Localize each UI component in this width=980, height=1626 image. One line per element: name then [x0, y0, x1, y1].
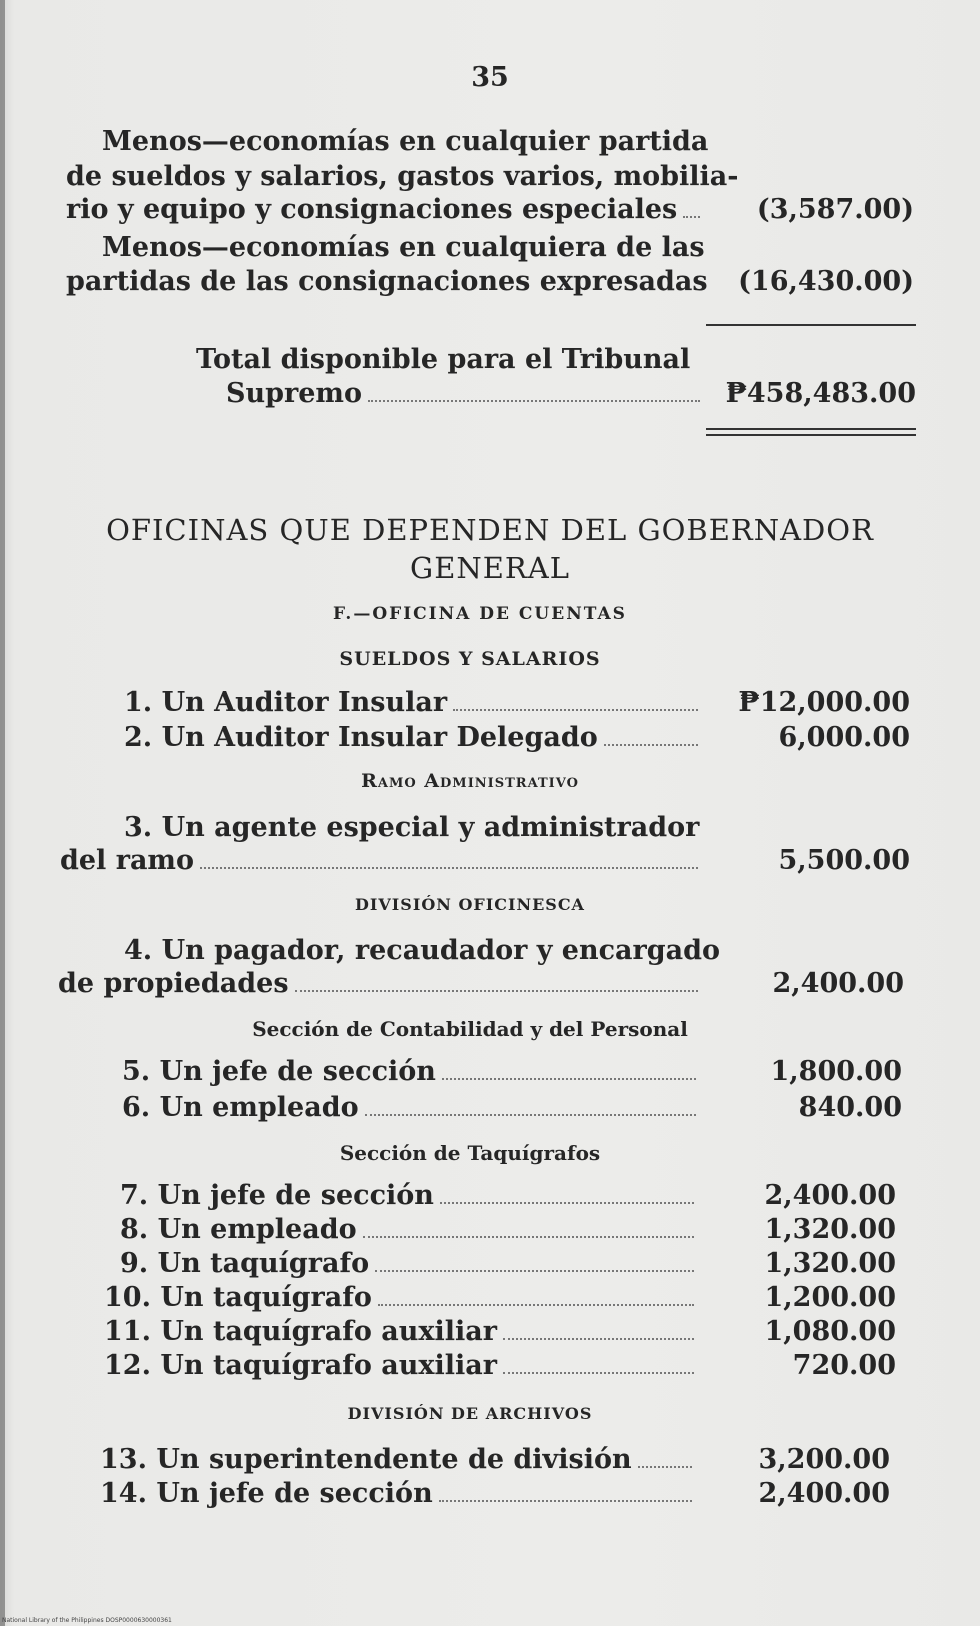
list-item [120, 1180, 700, 1211]
division-oficinesca-heading: DIVISIÓN OFICINESCA [355, 895, 585, 914]
dot-leader [453, 708, 698, 711]
list-item [58, 968, 704, 999]
dot-leader [200, 866, 698, 869]
dot-leader [503, 1371, 694, 1374]
summary-line2-text1: Menos—economías en cualquiera de las [102, 232, 705, 263]
archive-footer-tag: National Library of the Philippines DOSP0000630000361 [2, 1617, 172, 1624]
item-amount: 2,400.00 [764, 1180, 896, 1211]
item-amount: 1,200.00 [764, 1282, 896, 1313]
item-amount: 2,400.00 [758, 1478, 890, 1509]
dot-leader [503, 1337, 694, 1340]
summary-line1-text3: rio y equipo y consignaciones especiales [66, 194, 678, 225]
list-item [120, 1248, 700, 1279]
summary-line1-amount: (3,587.00) [756, 194, 914, 225]
item-label: 8. Un empleado [120, 1214, 357, 1245]
dot-leader [440, 1201, 694, 1204]
page-binding-edge [0, 0, 5, 1626]
item3-line2: del ramo [60, 845, 195, 876]
item-label: 12. Un taquígrafo auxiliar [104, 1350, 498, 1381]
summary-line1-row [66, 194, 706, 225]
total-double-rule-bottom [706, 434, 916, 436]
item-label: 10. Un taquígrafo [104, 1282, 372, 1313]
item-amount: 6,000.00 [778, 722, 910, 753]
dot-leader [604, 743, 698, 746]
summary-line2-row [66, 266, 706, 297]
summary-line2-amount: (16,430.00) [738, 266, 914, 297]
item-label: 11. Un taquígrafo auxiliar [104, 1316, 498, 1347]
office-subtitle: F.—OFICINA DE CUENTAS [333, 604, 627, 624]
list-item [124, 722, 704, 753]
list-item [104, 1282, 700, 1313]
ramo-heading: Ramo Administrativo [361, 770, 579, 792]
dot-leader [295, 989, 698, 992]
item-label: 2. Un Auditor Insular Delegado [124, 722, 598, 753]
item-label: 13. Un superintendente de división [100, 1444, 632, 1475]
total-double-rule-top [706, 428, 916, 430]
total-text1: Total disponible para el Tribunal [196, 344, 691, 375]
item-label: 1. Un Auditor Insular [124, 687, 448, 718]
dot-leader [638, 1465, 692, 1468]
list-item [100, 1478, 698, 1509]
list-item [120, 1214, 700, 1245]
dot-leader [683, 215, 700, 218]
dot-leader [378, 1303, 694, 1306]
list-item [104, 1316, 700, 1347]
item-amount: 5,500.00 [778, 845, 910, 876]
total-row [226, 378, 706, 409]
item-amount: ₱12,000.00 [738, 687, 910, 718]
subtotal-rule [706, 324, 916, 326]
contabilidad-heading: Sección de Contabilidad y del Personal [252, 1017, 688, 1041]
list-item [122, 1056, 702, 1087]
item-amount: 840.00 [798, 1092, 902, 1123]
item-amount: 2,400.00 [772, 968, 904, 999]
list-item [104, 1350, 700, 1381]
summary-line1-text2: de sueldos y salarios, gastos varios, mobilia- [66, 161, 739, 192]
list-item [124, 687, 704, 718]
dot-leader [439, 1499, 692, 1502]
dot-leader [442, 1077, 696, 1080]
section-title-line1: OFICINAS QUE DEPENDEN DEL GOBERNADOR [106, 513, 874, 547]
summary-line2-text2: partidas de las consignaciones expresadas [66, 266, 708, 297]
dot-leader [365, 1113, 696, 1116]
item-label: 14. Un jefe de sección [100, 1478, 433, 1509]
item-label: 6. Un empleado [122, 1092, 359, 1123]
summary-line1-text1: Menos—economías en cualquier partida [102, 126, 709, 157]
page-number: 35 [471, 62, 509, 93]
item-amount: 720.00 [792, 1350, 896, 1381]
item3-line1: 3. Un agente especial y administrador [124, 812, 700, 843]
item-label: 5. Un jefe de sección [122, 1056, 436, 1087]
taquigrafos-heading: Sección de Taquígrafos [339, 1141, 601, 1165]
item4-line1: 4. Un pagador, recaudador y encargado [124, 935, 721, 966]
dot-leader [363, 1235, 694, 1238]
dot-leader [375, 1269, 694, 1272]
dot-leader [368, 399, 700, 402]
item-label: 7. Un jefe de sección [120, 1180, 434, 1211]
item-amount: 1,320.00 [764, 1214, 896, 1245]
archivos-heading: DIVISIÓN DE ARCHIVOS [347, 1404, 593, 1423]
list-item [60, 845, 704, 876]
item4-line2: de propiedades [58, 968, 289, 999]
total-text2: Supremo [226, 378, 362, 409]
total-amount: ₱458,483.00 [725, 378, 916, 409]
item-amount: 1,080.00 [764, 1316, 896, 1347]
item-amount: 1,320.00 [764, 1248, 896, 1279]
item-label: 9. Un taquígrafo [120, 1248, 370, 1279]
item-amount: 1,800.00 [770, 1056, 902, 1087]
list-item [122, 1092, 702, 1123]
section-title-line2: GENERAL [410, 551, 570, 585]
item-amount: 3,200.00 [758, 1444, 890, 1475]
group-heading-sueldos: SUELDOS Y SALARIOS [339, 648, 601, 670]
list-item [100, 1444, 698, 1475]
